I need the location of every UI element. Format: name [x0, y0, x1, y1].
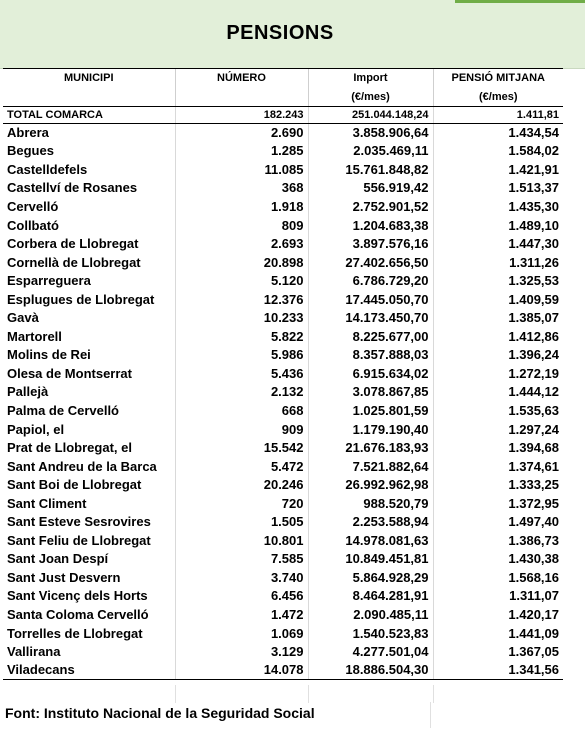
import-cell: 1.204.683,38 [308, 216, 433, 235]
table-row [3, 606, 563, 625]
table-row [3, 513, 563, 532]
pensio-cell: 1.386,73 [433, 532, 563, 551]
numero-cell: 3.129 [175, 643, 308, 662]
table-row [3, 569, 563, 588]
import-cell: 8.357.888,03 [308, 346, 433, 365]
import-cell: 1.540.523,83 [308, 624, 433, 643]
pensio-cell: 1.584,02 [433, 142, 563, 161]
pensio-cell: 1.513,37 [433, 179, 563, 198]
numero-cell: 7.585 [175, 550, 308, 569]
pensio-cell: 1.394,68 [433, 439, 563, 458]
municipi-cell: Sant Joan Despí [7, 551, 109, 567]
pensio-cell: 1.325,53 [433, 272, 563, 291]
import-cell: 6.915.634,02 [308, 365, 433, 384]
municipi-cell: Vallirana [7, 644, 61, 660]
table-row [3, 457, 563, 476]
numero-cell: 668 [175, 402, 308, 421]
municipi-cell: Viladecans [3, 661, 175, 680]
municipi-cell: Collbató [7, 217, 59, 233]
pensio-cell: 1.272,19 [433, 365, 563, 384]
table-row [3, 161, 563, 180]
import-cell: 1.179.190,40 [308, 420, 433, 439]
pensio-cell: 1.297,24 [433, 420, 563, 439]
numero-cell: 20.246 [175, 476, 308, 495]
import-cell: 8.464.281,91 [308, 587, 433, 606]
table-row [3, 328, 563, 347]
page-title: PENSIONS [226, 22, 334, 44]
numero-cell: 1.285 [175, 142, 308, 161]
pensio-cell: 1.409,59 [433, 290, 563, 309]
pensio-cell: 1.367,05 [433, 643, 563, 662]
table-row [3, 494, 563, 513]
municipi-cell: Begues [7, 143, 54, 159]
table-row [3, 290, 563, 309]
municipi-cell: Abrera [7, 125, 49, 141]
table-row [3, 661, 563, 680]
table-row [3, 476, 563, 495]
blank-row [3, 685, 563, 703]
numero-cell: 909 [175, 420, 308, 439]
numero-cell: 368 [175, 179, 308, 198]
municipi-cell: Esplugues de Llobregat [7, 291, 155, 307]
pensio-cell: 1.412,86 [433, 328, 563, 347]
municipi-cell: Papiol, el [7, 421, 65, 437]
numero-cell: 10.801 [175, 532, 308, 551]
numero-cell: 12.376 [175, 290, 308, 309]
pensio-cell: 1.374,61 [433, 457, 563, 476]
pensio-cell: 1.420,17 [433, 606, 563, 625]
pensio-cell: 1.341,56 [433, 661, 563, 680]
table-row [3, 587, 563, 606]
pensio-cell: 1.497,40 [433, 513, 563, 532]
header-row [3, 69, 563, 88]
table-row [3, 383, 563, 402]
import-cell: 988.520,79 [308, 494, 433, 513]
numero-cell: 5.120 [175, 272, 308, 291]
table-row [3, 142, 563, 161]
total-label: TOTAL COMARCA [3, 107, 175, 124]
header-unit-blank [3, 88, 175, 107]
import-cell: 2.253.588,94 [308, 513, 433, 532]
column-header-import: Import [308, 69, 433, 88]
numero-cell: 5.986 [175, 346, 308, 365]
municipi-cell: Sant Boi de Llobregat [7, 477, 142, 493]
numero-cell: 2.690 [175, 124, 308, 143]
municipi-cell: Sant Andreu de la Barca [7, 458, 157, 474]
numero-cell: 5.472 [175, 457, 308, 476]
pensio-cell: 1.421,91 [433, 161, 563, 180]
numero-cell: 6.456 [175, 587, 308, 606]
total-numero: 182.243 [175, 107, 308, 124]
table-row [3, 235, 563, 254]
import-cell: 3.858.906,64 [308, 124, 433, 143]
pensio-cell: 1.535,63 [433, 402, 563, 421]
column-header-municipi: MUNICIPI [3, 69, 175, 88]
import-cell: 17.445.050,70 [308, 290, 433, 309]
pensio-cell: 1.311,07 [433, 587, 563, 606]
municipi-cell: Martorell [7, 328, 62, 344]
table-row [3, 365, 563, 384]
import-cell: 2.035.469,11 [308, 142, 433, 161]
municipi-cell: Corbera de Llobregat [7, 236, 139, 252]
numero-cell: 5.436 [175, 365, 308, 384]
numero-cell: 1.472 [175, 606, 308, 625]
municipi-cell: Castellví de Rosanes [7, 180, 138, 196]
municipi-cell: Sant Just Desvern [7, 569, 121, 585]
import-cell: 2.752.901,52 [308, 198, 433, 217]
municipi-cell: Esparreguera [7, 273, 91, 289]
numero-cell: 15.542 [175, 439, 308, 458]
pensio-cell: 1.333,25 [433, 476, 563, 495]
numero-cell: 14.078 [175, 661, 308, 680]
import-cell: 26.992.962,98 [308, 476, 433, 495]
numero-cell: 20.898 [175, 253, 308, 272]
municipi-cell: Prat de Llobregat, el [7, 440, 132, 456]
table-row [3, 272, 563, 291]
import-cell: 6.786.729,20 [308, 272, 433, 291]
import-cell: 7.521.882,64 [308, 457, 433, 476]
municipi-cell: Torrelles de Llobregat [7, 625, 143, 641]
accent-strip [455, 0, 585, 3]
numero-cell: 3.740 [175, 569, 308, 588]
table-row [3, 124, 563, 143]
pensio-cell: 1.489,10 [433, 216, 563, 235]
municipi-cell: Cornellà de Llobregat [7, 254, 141, 270]
municipality-rows [3, 124, 563, 680]
total-pensio: 1.411,81 [433, 107, 563, 124]
numero-cell: 10.233 [175, 309, 308, 328]
municipi-cell: Pallejà [7, 384, 49, 400]
column-unit-pensio: (€/mes) [433, 88, 563, 107]
pensio-cell: 1.311,26 [433, 253, 563, 272]
municipi-cell: Sant Esteve Sesrovires [7, 514, 151, 530]
total-import: 251.044.148,24 [308, 107, 433, 124]
table-row [3, 420, 563, 439]
municipi-cell: Molins de Rei [7, 347, 91, 363]
import-cell: 3.897.576,16 [308, 235, 433, 254]
import-cell: 15.761.848,82 [308, 161, 433, 180]
municipi-cell: Cervelló [7, 198, 59, 214]
pensio-cell: 1.441,09 [433, 624, 563, 643]
table-row [3, 550, 563, 569]
municipi-cell: Santa Coloma Cervelló [7, 606, 149, 622]
pensio-cell: 1.568,16 [433, 569, 563, 588]
municipi-cell: Castelldefels [7, 161, 88, 177]
numero-cell: 1.918 [175, 198, 308, 217]
numero-cell: 5.822 [175, 328, 308, 347]
numero-cell: 2.132 [175, 383, 308, 402]
import-cell: 2.090.485,11 [308, 606, 433, 625]
pensio-cell: 1.430,38 [433, 550, 563, 569]
pensio-cell: 1.396,24 [433, 346, 563, 365]
import-cell: 18.886.504,30 [308, 661, 433, 680]
header-unit-row [3, 88, 563, 107]
table-row [3, 643, 563, 662]
pensions-table [3, 68, 563, 680]
table-row [3, 346, 563, 365]
table-row [3, 216, 563, 235]
table-row [3, 532, 563, 551]
municipi-cell: Sant Feliu de Llobregat [7, 532, 151, 548]
municipi-cell: Palma de Cervelló [7, 402, 119, 418]
import-cell: 14.173.450,70 [308, 309, 433, 328]
table-row [3, 198, 563, 217]
municipi-cell: Sant Vicenç dels Horts [7, 588, 148, 604]
import-cell: 8.225.677,00 [308, 328, 433, 347]
table-row [3, 402, 563, 421]
header-unit-blank [175, 88, 308, 107]
table-row [3, 253, 563, 272]
numero-cell: 11.085 [175, 161, 308, 180]
pensio-cell: 1.447,30 [433, 235, 563, 254]
table-row [3, 439, 563, 458]
table-row [3, 309, 563, 328]
import-cell: 3.078.867,85 [308, 383, 433, 402]
municipi-cell: Sant Climent [7, 495, 87, 511]
numero-cell: 809 [175, 216, 308, 235]
municipi-cell: Olesa de Montserrat [7, 365, 132, 381]
pensio-cell: 1.444,12 [433, 383, 563, 402]
import-cell: 27.402.656,50 [308, 253, 433, 272]
pensio-cell: 1.434,54 [433, 124, 563, 143]
import-cell: 5.864.928,29 [308, 569, 433, 588]
table-row [3, 624, 563, 643]
table-row [3, 179, 563, 198]
numero-cell: 1.069 [175, 624, 308, 643]
import-cell: 14.978.081,63 [308, 532, 433, 551]
numero-cell: 1.505 [175, 513, 308, 532]
column-unit-import: (€/mes) [308, 88, 433, 107]
pensio-cell: 1.435,30 [433, 198, 563, 217]
divider [430, 702, 431, 728]
import-cell: 556.919,42 [308, 179, 433, 198]
import-cell: 4.277.501,04 [308, 643, 433, 662]
column-header-numero: NÚMERO [175, 69, 308, 88]
import-cell: 10.849.451,81 [308, 550, 433, 569]
numero-cell: 2.693 [175, 235, 308, 254]
import-cell: 1.025.801,59 [308, 402, 433, 421]
source-note: Font: Instituto Nacional de la Seguridad Social [5, 705, 315, 721]
municipi-cell: Gavà [7, 310, 39, 326]
import-cell: 21.676.183,93 [308, 439, 433, 458]
numero-cell: 720 [175, 494, 308, 513]
total-row [3, 107, 563, 124]
pensio-cell: 1.385,07 [433, 309, 563, 328]
pensio-cell: 1.372,95 [433, 494, 563, 513]
column-header-pensio: PENSIÓ MITJANA [433, 69, 563, 88]
